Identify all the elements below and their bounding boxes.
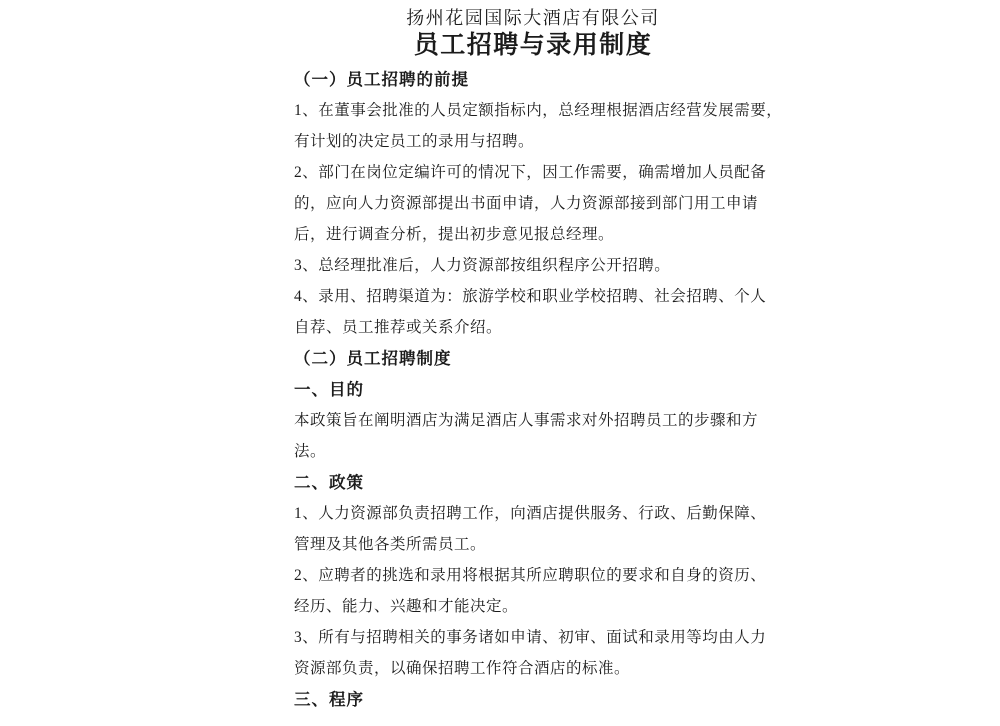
- paragraph-line: 后，进行调查分析，提出初步意见报总经理。: [294, 226, 615, 243]
- paragraph-line: 管理及其他各类所需员工。: [294, 536, 487, 553]
- heading-purpose: 一、目的: [294, 380, 364, 399]
- document-body: [294, 64, 814, 715]
- document-header: [294, 0, 772, 59]
- heading-procedure: 三、程序: [294, 690, 364, 709]
- document-title: 员工招聘与录用制度: [413, 31, 653, 59]
- paragraph-line: 2、应聘者的挑选和录用将根据其所应聘职位的要求和自身的资历、: [294, 567, 767, 584]
- paragraph-line: 有计划的决定员工的录用与招聘。: [294, 133, 535, 150]
- paragraph-line: 3、总经理批准后，人力资源部按组织程序公开招聘。: [294, 257, 671, 274]
- heading-policy: 二、政策: [294, 473, 364, 492]
- heading-section-2-recruitment-policy: （二）员工招聘制度: [294, 349, 452, 368]
- paragraph-line: 自荐、员工推荐或关系介绍。: [294, 319, 503, 336]
- paragraph-line: 1、在董事会批准的人员定额指标内，总经理根据酒店经营发展需要，: [294, 102, 783, 119]
- paragraph-line: 资源部负责，以确保招聘工作符合酒店的标准。: [294, 660, 631, 677]
- paragraph-line: 4、录用、招聘渠道为：旅游学校和职业学校招聘、社会招聘、个人: [294, 288, 767, 305]
- paragraph-line: 经历、能力、兴趣和才能决定。: [294, 598, 519, 615]
- paragraph-line: 本政策旨在阐明酒店为满足酒店人事需求对外招聘员工的步骤和方: [294, 412, 759, 429]
- paragraph-line: 的，应向人力资源部提出书面申请，人力资源部接到部门用工申请: [294, 195, 759, 212]
- company-name: 扬州花园国际大酒店有限公司: [406, 8, 660, 28]
- paragraph-line: 3、所有与招聘相关的事务诸如申请、初审、面试和录用等均由人力: [294, 629, 767, 646]
- paragraph-line: 2、部门在岗位定编许可的情况下，因工作需要，确需增加人员配备: [294, 164, 767, 181]
- paragraph-line: 1、人力资源部负责招聘工作，向酒店提供服务、行政、后勤保障、: [294, 505, 767, 522]
- heading-section-1-prerequisites: （一）员工招聘的前提: [294, 70, 469, 89]
- paragraph-line: 法。: [294, 443, 327, 460]
